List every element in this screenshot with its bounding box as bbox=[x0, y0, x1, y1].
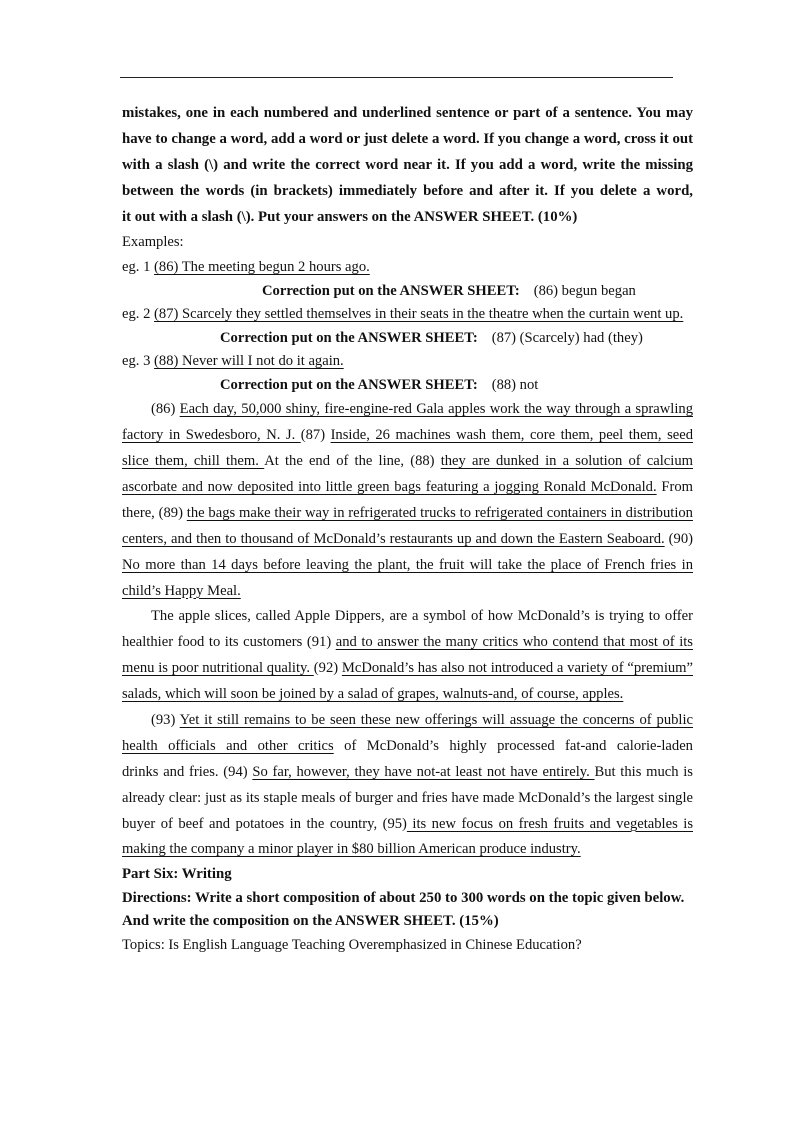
text-segment: drinks and fries. (94) bbox=[122, 763, 253, 780]
text-segment: But this much is bbox=[594, 763, 693, 780]
example-number: eg. 1 bbox=[122, 259, 155, 276]
directions-line bbox=[122, 205, 693, 231]
text-segment: with a slash (\) and write the correct word near it. If you add a word, write the missing bbox=[122, 156, 693, 173]
writing-topic: Topics: Is English Language Teaching Overemphasized in Chinese Education? bbox=[122, 936, 582, 953]
directions-line bbox=[122, 179, 693, 205]
directions-line bbox=[122, 127, 693, 153]
underlined-segment: slice them, chill them. bbox=[122, 453, 265, 470]
passage-line bbox=[122, 812, 693, 838]
underlined-segment: they are dunked in a solution of calcium bbox=[440, 453, 693, 470]
underlined-segment: centers, and then to thousand of McDonald’s restaurants up and down the Eastern Seaboard. bbox=[122, 530, 665, 547]
underlined-segment: McDonald’s has also not introduced a variety of “premium” bbox=[341, 660, 693, 677]
text-segment: (87) bbox=[300, 427, 331, 444]
example-number: eg. 2 bbox=[122, 306, 155, 323]
example-sentence: (87) Scarcely they settled themselves in their seats in the theatre when the curtain went up. bbox=[154, 306, 684, 323]
passage-line bbox=[122, 449, 693, 475]
text-segment: between the words (in brackets) immediately before and after it. If you delete a word, bbox=[122, 182, 693, 199]
example-sentence-line bbox=[122, 350, 693, 374]
passage-line bbox=[122, 475, 693, 501]
underlined-segment: Inside, 26 machines wash them, core them, peel them, seed bbox=[330, 427, 693, 444]
passage-line bbox=[122, 656, 693, 682]
example-correction-line bbox=[122, 327, 693, 351]
underlined-segment: health officials and other critics bbox=[122, 737, 334, 754]
correction-answer: (86) begun began bbox=[533, 282, 636, 299]
underlined-segment: ascorbate and now deposited into little green bags featuring a jogging Ronald McDonald. bbox=[122, 479, 657, 496]
passage-line bbox=[122, 682, 693, 708]
passage bbox=[122, 397, 693, 863]
text-segment: (90) bbox=[664, 530, 693, 547]
error-correction-directions bbox=[122, 101, 693, 230]
part-six-heading: Part Six: Writing bbox=[122, 866, 232, 883]
text-segment: (92) bbox=[313, 660, 342, 677]
correction-label: Correction put on the ANSWER SHEET: bbox=[262, 282, 520, 299]
passage-line bbox=[122, 501, 693, 527]
examples-label: Examples: bbox=[122, 234, 184, 251]
document-body bbox=[122, 101, 693, 957]
text-segment: it out with a slash (\). Put your answers on the ANSWER SHEET. (10%) bbox=[122, 208, 578, 225]
passage-line bbox=[122, 837, 693, 863]
text-segment: mistakes, one in each numbered and underlined sentence or part of a sentence. You may bbox=[122, 105, 693, 121]
passage-line bbox=[122, 786, 693, 812]
underlined-segment: factory in Swedesboro, N. J. bbox=[122, 427, 301, 444]
passage-line bbox=[122, 553, 693, 579]
example-correction-line bbox=[122, 280, 693, 304]
directions-line bbox=[122, 101, 693, 127]
passage-line bbox=[122, 423, 693, 449]
underlined-segment: and to answer the many critics who contend that most of its bbox=[335, 634, 693, 651]
underlined-segment: the bags make their way in refrigerated trucks to refrigerated containers in distribution bbox=[186, 504, 693, 521]
correction-label: Correction put on the ANSWER SHEET: bbox=[220, 376, 478, 393]
underlined-segment: making the company a minor player in $80 billion American produce industry. bbox=[122, 841, 581, 858]
example-sentence-line bbox=[122, 256, 693, 280]
underlined-segment: So far, however, they have not-at least not have entirely. bbox=[252, 763, 595, 780]
correction-label: Correction put on the ANSWER SHEET: bbox=[220, 329, 478, 346]
passage-line bbox=[122, 579, 693, 605]
underlined-segment: its new focus on fresh fruits and vegetables is bbox=[406, 815, 693, 832]
text-segment: From bbox=[656, 479, 693, 496]
passage-line bbox=[122, 760, 693, 786]
text-segment: already clear: just as its staple meals of burger and fries have made McDonald’s the largest single bbox=[122, 789, 693, 806]
text-segment: (93) bbox=[151, 712, 180, 729]
passage-line bbox=[122, 630, 693, 656]
header-rule bbox=[120, 77, 673, 78]
underlined-segment: Each day, 50,000 shiny, fire-engine-red Gala apples work the way through a sprawling bbox=[179, 401, 693, 418]
example-number: eg. 3 bbox=[122, 353, 155, 370]
correction-answer: (88) not bbox=[491, 376, 539, 393]
passage-line bbox=[122, 708, 693, 734]
part-six-directions-1: Directions: Write a short composition of about 250 to 300 words on the topic given below. bbox=[122, 889, 685, 906]
text-segment: have to change a word, add a word or just delete a word. If you change a word, cross it out bbox=[122, 130, 693, 147]
text-segment: buyer of beef and potatoes in the country, (95) bbox=[122, 815, 407, 832]
underlined-segment: No more than 14 days before leaving the plant, the fruit will take the place of French fries in bbox=[122, 556, 693, 573]
underlined-segment: salads, which will soon be joined by a salad of grapes, walnuts-and, of course, apples. bbox=[122, 686, 624, 703]
directions-line bbox=[122, 153, 693, 179]
passage-line bbox=[122, 734, 693, 760]
correction-answer: (87) (Scarcely) had (they) bbox=[491, 329, 643, 346]
text-segment: (86) bbox=[151, 401, 180, 418]
text-segment: At the end of the line, (88) bbox=[264, 453, 441, 470]
example-sentence: (86) The meeting begun 2 hours ago. bbox=[154, 259, 370, 276]
part-six-directions-2: And write the composition on the ANSWER SHEET. (15%) bbox=[122, 913, 499, 930]
underlined-segment: Yet it still remains to be seen these new offerings will assuage the concerns of public bbox=[179, 712, 693, 729]
passage-line bbox=[122, 527, 693, 553]
text-segment: there, (89) bbox=[122, 504, 187, 521]
text-segment: of McDonald’s highly processed fat-and calorie-laden bbox=[344, 737, 693, 754]
example-correction-line bbox=[122, 374, 693, 398]
example-sentence-line bbox=[122, 303, 693, 327]
underlined-segment: menu is poor nutritional quality. bbox=[122, 660, 314, 677]
examples-list bbox=[122, 256, 693, 397]
example-sentence: (88) Never will I not do it again. bbox=[154, 353, 344, 370]
underlined-segment: child’s Happy Meal. bbox=[122, 582, 241, 599]
passage-line bbox=[122, 604, 693, 630]
text-segment: The apple slices, called Apple Dippers, are a symbol of how McDonald’s is trying to offer bbox=[151, 608, 693, 625]
text-segment: healthier food to its customers (91) bbox=[122, 634, 336, 651]
passage-line bbox=[122, 397, 693, 423]
